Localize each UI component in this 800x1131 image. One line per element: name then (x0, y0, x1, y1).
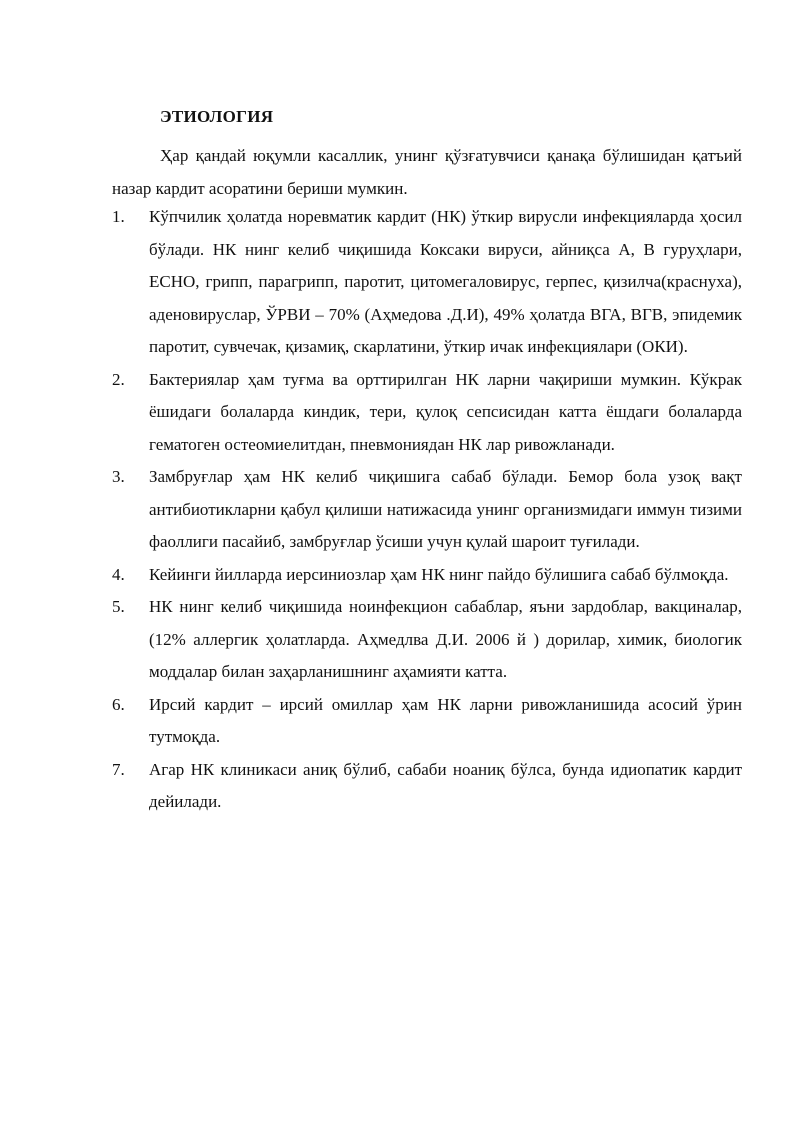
list-item (112, 591, 742, 689)
list-item (112, 201, 742, 364)
list-item-number: 4. (112, 564, 125, 584)
list-item (112, 559, 742, 592)
list-item-text: Кейинги йилларда иерсиниозлар ҳам НК нинг пайдо бўлишига сабаб бўлмоқда. (149, 564, 729, 584)
list-item-number: 6. (112, 694, 125, 714)
list-item (112, 754, 742, 819)
list-item-text: Ирсий кардит – ирсий омиллар ҳам НК ларни ривожланишида асосий ўрин тутмоқда. (149, 694, 742, 746)
intro-paragraph: Ҳар қандай юқумли касаллик, унинг қўзғатувчиси қанақа бўлишидан қатъий назар кардит асоратини бериши мумкин. (112, 146, 742, 198)
list-item-number: 5. (112, 597, 125, 616)
list-item-text: Кўпчилик ҳолатда норевматик кардит (НК) ўткир вирусли инфекцияларда ҳосил бўлади. НК нинг келиб чиқишида Коксаки вируси, айниқса А, В гуруҳлари, ЕСНО, грипп, парагрипп, паротит, цитомегаловирус, герпес, қизилча(краснуха), аденовируслар, ЎРВИ – 70% (Аҳмедова .Д.И), 49% ҳолатда ВГА, ВГВ, эпидемик паротит, сувчечак, қизамиқ, скарлатини, ўткир ичак инфекциялари (ОКИ). (149, 207, 742, 356)
list-item (112, 461, 742, 559)
list-item-text: Агар НК клиникаси аниқ бўлиб, сабаби ноаниқ бўлса, бунда идиопатик кардит дейилади. (149, 759, 742, 811)
list-item-text: Бактериялар ҳам туғма ва орттирилган НК ларни чақириши мумкин. Кўкрак ёшидаги болаларда киндик, тери, қулоқ сепсисидан катта ёшдаги болаларда гематоген остеомиелитдан, пневмониядан НК лар ривожланади. (149, 369, 742, 454)
list-item (112, 689, 742, 754)
list-item (112, 364, 742, 462)
section-heading: ЭТИОЛОГИЯ (160, 107, 274, 126)
list-item-text: Замбруғлар ҳам НК келиб чиқишига сабаб бўлади. Бемор бола узоқ вақт антибиотикларни қабул қилиши натижасида унинг организмидаги иммун тизими фаоллиги пасайиб, замбруғлар ўсиши учун қулай шароит туғилади. (149, 467, 742, 551)
etiology-list (112, 201, 742, 819)
list-item-number: 2. (112, 369, 125, 389)
list-item-number: 7. (112, 759, 125, 779)
list-item-text: НК нинг келиб чиқишида ноинфекцион сабаблар, яъни зардоблар, вакциналар, (12% аллергик ҳолатларда. Аҳмедлва Д.И. 2006 й ) дорилар, химик, биологик моддалар билан заҳарланишнинг аҳамияти катта. (149, 597, 742, 681)
list-item-number: 3. (112, 467, 125, 486)
list-item-number: 1. (112, 207, 125, 226)
